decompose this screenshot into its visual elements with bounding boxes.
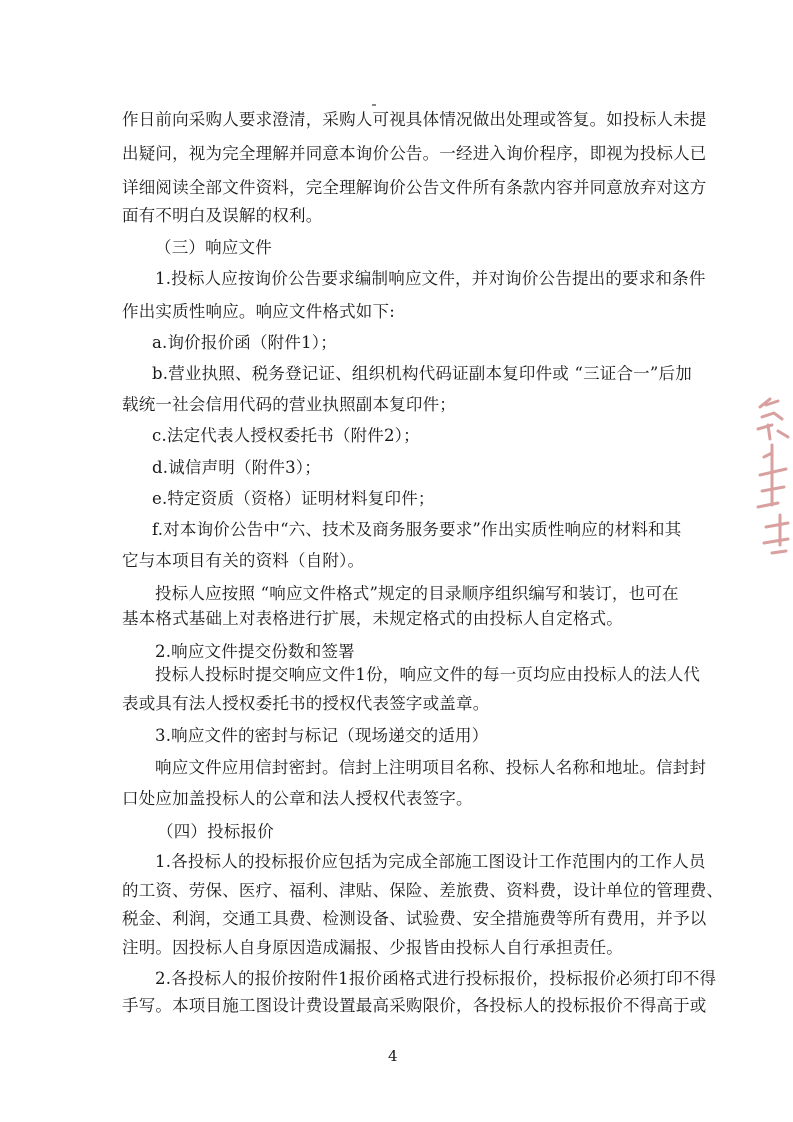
list-item-b: b.营业执照、税务登记证、组织机构代码证副本复印件或 “三证合一”后加 (152, 364, 692, 383)
list-item-f-cont: 它与本项目有关的资料（自附）。 (122, 551, 365, 570)
list-item-f: f.对本询价公告中“六、技术及商务服务要求”作出实质性响应的材料和其 (152, 520, 682, 539)
scan-mark (372, 104, 376, 106)
body-line-26: 的工资、劳保、医疗、福利、津贴、保险、差旅费、资料费，设计单位的管理费、 (122, 881, 724, 900)
body-line-23: 口处应加盖投标人的公章和法人授权代表签字。 (122, 789, 473, 808)
body-line-29: 2.各投标人的报价按附件1报价函格式进行投标报价，投标报价必须打印不得 (155, 969, 717, 988)
list-item-b-cont: 载统一社会信用代码的营业执照副本复印件； (122, 395, 456, 414)
list-item-a: a.询价报价函（附件1）； (152, 333, 337, 352)
page-number: 4 (388, 1047, 398, 1065)
subheading-copies-signing: 2.响应文件提交份数和签署 (155, 642, 355, 661)
body-line-3: 详细阅读全部文件资料，完全理解询价公告文件所有条款内容并同意放弃对这方 (122, 178, 707, 197)
body-line-2: 出疑问，视为完全理解并同意本询价公告。一经进入询价程序，即视为投标人已 (122, 144, 707, 163)
body-line-4: 面有不明白及误解的权利。 (122, 206, 323, 225)
subheading-sealing: 3.响应文件的密封与标记（现场递交的适用） (155, 726, 489, 745)
body-line-27: 税金、利润，交通工具费、检测设备、试验费、安全措施费等所有费用，并予以 (122, 909, 707, 928)
red-seal-stamp-fragment (752, 395, 793, 565)
body-line-25: 1.各投标人的投标报价应包括为完成全部施工图设计工作范围内的工作人员 (155, 852, 706, 871)
list-item-d: d.诚信声明（附件3）； (152, 458, 321, 477)
body-line-17: 基本格式基础上对表格进行扩展，未规定格式的由投标人自定格式。 (122, 609, 623, 628)
body-line-7: 作出实质性响应。响应文件格式如下: (122, 302, 395, 321)
section-heading-bid-price: （四）投标报价 (157, 822, 274, 841)
list-item-e: e.特定资质（资格）证明材料复印件； (152, 489, 435, 508)
body-line-16: 投标人应按照 “响应文件格式”规定的目录顺序组织编写和装订，也可在 (155, 584, 679, 603)
body-line-19: 投标人投标时提交响应文件1份，响应文件的每一页均应由投标人的法人代 (155, 665, 701, 684)
body-line-1: 作日前向采购人要求澄清，采购人可视具体情况做出处理或答复。如投标人未提 (122, 110, 707, 129)
list-item-c: c.法定代表人授权委托书（附件2）； (152, 426, 420, 445)
body-line-20: 表或具有法人授权委托书的授权代表签字或盖章。 (122, 694, 490, 713)
seal-graphic (752, 395, 793, 565)
body-line-6: 1.投标人应按询价公告要求编制响应文件，并对询价公告提出的要求和条件 (155, 269, 706, 288)
body-line-30: 手写。本项目施工图设计费设置最高采购限价，各投标人的投标报价不得高于或 (122, 996, 707, 1015)
body-line-28: 注明。因投标人自身原因造成漏报、少报皆由投标人自行承担责任。 (122, 938, 623, 957)
body-line-22: 响应文件应用信封密封。信封上注明项目名称、投标人名称和地址。信封封 (155, 758, 707, 777)
section-heading-response-files: （三）响应文件 (155, 238, 272, 257)
